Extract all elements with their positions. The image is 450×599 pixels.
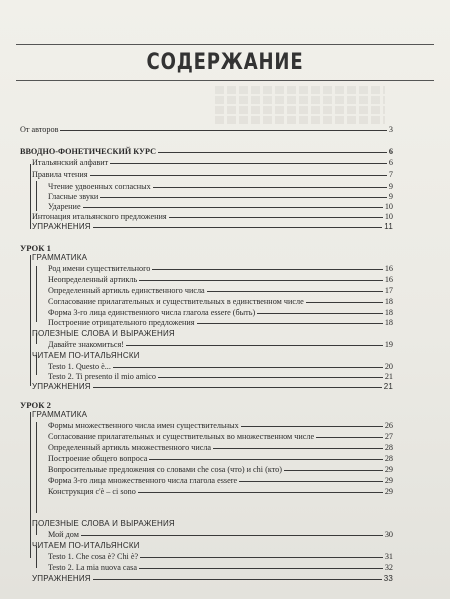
toc-entry-page: 32	[384, 563, 393, 572]
toc-entry[interactable]	[48, 443, 393, 453]
toc-entry-title: ВВОДНО-ФОНЕТИЧЕСКИЙ КУРС	[20, 147, 157, 156]
toc-entry-title: ГРАММАТИКА	[32, 410, 88, 419]
toc-entry-exercises[interactable]	[32, 222, 393, 232]
toc-entry-page: 28	[384, 443, 393, 452]
toc-entry-title: Чтение удвоенных согласных	[48, 182, 151, 191]
toc-entry-title: Определенный артикль множественного числа	[48, 443, 212, 452]
toc-entry[interactable]	[48, 264, 393, 274]
leader-line	[100, 197, 387, 198]
leader-line	[113, 367, 383, 368]
toc-entry-page: 20	[384, 362, 393, 371]
toc-entry[interactable]	[48, 454, 393, 464]
lesson1-grammar-bracket	[36, 266, 37, 322]
toc-entry-page: 29	[384, 465, 393, 474]
toc-entry-title: Род имени существительного	[48, 264, 151, 273]
toc-entry-title: Testo 2. La mia nuova casa	[48, 563, 138, 572]
toc-entry-page: 18	[384, 308, 393, 317]
leader-line	[257, 313, 383, 314]
leader-line	[138, 492, 383, 493]
leader-line	[81, 535, 383, 536]
toc-entry-title: ЧИТАЕМ ПО-ИТАЛЬЯНСКИ	[32, 541, 140, 550]
toc-entry-title: Согласование прилагательных и существительных в единственном числе	[48, 297, 304, 306]
leader-line	[140, 557, 383, 558]
toc-entry[interactable]	[48, 476, 393, 486]
toc-entry-page: 29	[384, 487, 393, 496]
toc-entry-title: Построение отрицательного предложения	[48, 318, 195, 327]
leader-line	[93, 387, 382, 388]
toc-entry-page: 6	[388, 147, 393, 156]
toc-entry-title: ЧИТАЕМ ПО-ИТАЛЬЯНСКИ	[32, 351, 140, 360]
toc-entry-title: Testo 2. Ti presento il mio amico	[48, 372, 156, 381]
toc-entry-title: Правила чтения	[32, 170, 88, 179]
page-title: СОДЕРЖАНИЕ	[146, 50, 304, 75]
toc-entry[interactable]	[48, 362, 393, 372]
toc-entry[interactable]	[48, 286, 393, 296]
toc-entry-page: 6	[388, 158, 393, 167]
leader-line	[153, 187, 387, 188]
leader-line	[60, 130, 386, 131]
toc-entry[interactable]	[48, 340, 393, 350]
lesson-1-heading[interactable]: УРОК 1	[20, 243, 51, 253]
toc-entry[interactable]	[48, 275, 393, 285]
toc-entry-title: Интонация итальянского предложения	[32, 212, 167, 221]
leader-line	[139, 568, 383, 569]
toc-entry[interactable]	[32, 170, 393, 180]
leader-line	[126, 345, 383, 346]
toc-entry[interactable]	[48, 563, 393, 573]
toc-entry-title: ПОЛЕЗНЫЕ СЛОВА И ВЫРАЖЕНИЯ	[32, 329, 175, 338]
lesson1-bracket	[30, 255, 31, 386]
toc-subheading[interactable]	[32, 253, 393, 263]
lesson-2-heading[interactable]: УРОК 2	[20, 400, 51, 410]
toc-entry-title: Ударение	[48, 202, 81, 211]
toc-entry-page: 27	[384, 432, 393, 441]
leader-line	[213, 448, 383, 449]
toc-entry[interactable]	[48, 318, 393, 328]
toc-entry-title: ГРАММАТИКА	[32, 253, 88, 262]
leader-line	[158, 152, 387, 153]
toc-entry-title: Форма 3-го лица множественного числа глагола essere	[48, 476, 238, 485]
toc-subheading[interactable]	[32, 329, 393, 339]
toc-entry-page: 33	[383, 574, 393, 583]
leader-line	[139, 280, 383, 281]
toc-entry-page: 18	[384, 318, 393, 327]
toc-entry[interactable]	[48, 202, 393, 212]
toc-entry-title: От авторов	[20, 125, 59, 134]
lesson2-grammar-bracket	[36, 422, 37, 513]
toc-entry-title: ПОЛЕЗНЫЕ СЛОВА И ВЫРАЖЕНИЯ	[32, 519, 175, 528]
leader-line	[110, 163, 387, 164]
leader-line	[284, 470, 383, 471]
toc-entry-page: 10	[384, 212, 393, 221]
toc-entry-title: Построение общего вопроса	[48, 454, 148, 463]
toc-entry-page: 3	[388, 125, 393, 134]
toc-entry[interactable]	[48, 308, 393, 318]
toc-entry[interactable]	[48, 421, 393, 431]
toc-entry[interactable]	[48, 487, 393, 497]
leader-line	[241, 426, 383, 427]
toc-entry-title: Testo 1. Che cosa è? Chi è?	[48, 552, 139, 561]
toc-entry-title: УПРАЖНЕНИЯ	[32, 222, 91, 231]
toc-entry[interactable]	[32, 212, 393, 222]
toc-entry-title: Определенный артикль единственного числа	[48, 286, 205, 295]
toc-entry-exercises[interactable]	[32, 574, 393, 584]
leader-line	[306, 302, 383, 303]
toc-subheading[interactable]	[32, 541, 393, 551]
toc-entry-title: Формы множественного числа имен существительных	[48, 421, 239, 430]
leader-line	[207, 291, 383, 292]
toc-entry[interactable]	[48, 432, 393, 442]
toc-entry-page: 9	[388, 182, 393, 191]
intro-course-bracket	[30, 164, 31, 229]
toc-entry[interactable]	[48, 372, 393, 382]
toc-entry-exercises[interactable]	[32, 382, 393, 392]
leader-line	[83, 207, 383, 208]
toc-entry-page: 17	[384, 286, 393, 295]
toc-entry[interactable]	[48, 552, 393, 562]
toc-entry-title: Итальянский алфавит	[32, 158, 109, 167]
leader-line	[90, 175, 387, 176]
toc-subheading[interactable]	[32, 351, 393, 361]
leader-line	[316, 437, 383, 438]
toc-entry[interactable]	[48, 192, 393, 202]
lesson2-bracket	[30, 412, 31, 558]
leader-line	[239, 481, 383, 482]
toc-entry-page: 7	[388, 170, 393, 179]
toc-entry-page: 21	[384, 372, 393, 381]
toc-entry-page: 11	[384, 222, 393, 231]
leader-line	[152, 269, 382, 270]
toc-entry-title: Конструкция c'è – ci sono	[48, 487, 136, 496]
toc-entry-title: Вопросительные предложения со словами che cosa (что) и chi (кто)	[48, 465, 282, 474]
toc-entry[interactable]	[32, 158, 393, 168]
toc-subheading[interactable]	[32, 410, 393, 420]
leader-line	[197, 323, 383, 324]
toc-subheading[interactable]	[32, 519, 393, 529]
toc-entry[interactable]	[48, 465, 393, 475]
toc-entry-title: Форма 3-го лица единственного числа глагола essere (быть)	[48, 308, 256, 317]
toc-entry-page: 18	[384, 297, 393, 306]
toc-entry-title: Согласование прилагательных и существительных во множественном числе	[48, 432, 315, 441]
toc-entry-page: 9	[388, 192, 393, 201]
toc-entry[interactable]	[48, 297, 393, 307]
toc-entry-page: 21	[383, 382, 393, 391]
toc-entry-title: УПРАЖНЕНИЯ	[32, 574, 91, 583]
toc-entry-title: УПРАЖНЕНИЯ	[32, 382, 91, 391]
leader-line	[158, 377, 383, 378]
toc-entry-page: 19	[384, 340, 393, 349]
toc-entry-page: 30	[384, 530, 393, 539]
toc-entry-page: 29	[384, 476, 393, 485]
leader-line	[93, 579, 382, 580]
toc-entry-page: 16	[384, 264, 393, 273]
leader-line	[149, 459, 382, 460]
toc-entry-title: Testo 1. Questo è...	[48, 362, 111, 371]
toc-entry-page: 26	[384, 421, 393, 430]
toc-entry[interactable]	[48, 530, 393, 540]
toc-entry-page: 28	[384, 454, 393, 463]
toc-entry-page: 31	[384, 552, 393, 561]
toc-entry[interactable]	[48, 182, 393, 192]
toc-entry-title: Давайте знакомиться!	[48, 340, 125, 349]
reading-rules-bracket	[36, 181, 37, 211]
toc-entry-page: 16	[384, 275, 393, 284]
toc-entry-page: 10	[384, 202, 393, 211]
leader-line	[93, 227, 383, 228]
toc-entry-title: Мой дом	[48, 530, 79, 539]
toc-section-heading[interactable]	[20, 147, 393, 157]
toc-entry[interactable]	[20, 125, 393, 135]
toc-entry-title: Неопределенный артикль	[48, 275, 138, 284]
leader-line	[169, 217, 383, 218]
toc-entry-title: Гласные звуки	[48, 192, 99, 201]
